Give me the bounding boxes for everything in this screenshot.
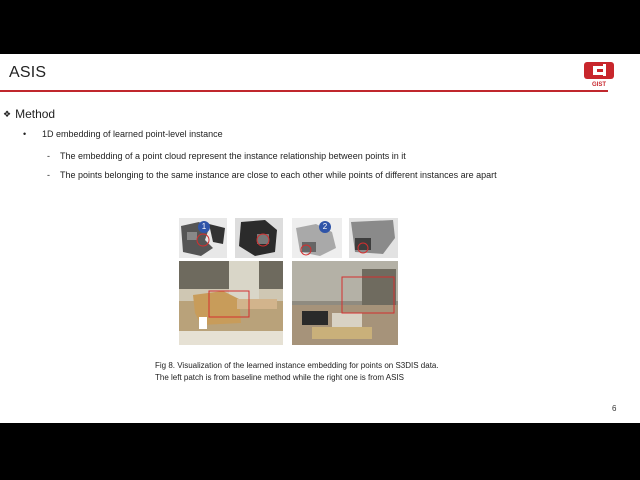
sub-bullet-text: The points belonging to the same instance are close to each other while points of different instances are apart (60, 170, 497, 180)
embedding-thumbnail (235, 218, 283, 258)
bullet-text: 1D embedding of learned point-level instance (42, 129, 223, 139)
page-number: 6 (612, 404, 617, 413)
caption-line-2: The left patch is from baseline method while the right one is from ASIS (155, 373, 405, 382)
point-cloud-scene-baseline (179, 261, 283, 345)
logo-text: GIST (591, 82, 607, 87)
point-cloud-scene-asis (292, 261, 398, 345)
badge-2: 2 (319, 221, 331, 233)
heading-text: Method (15, 107, 56, 121)
diamond-bullet-icon: ❖ (3, 109, 12, 119)
dash-icon: - (47, 170, 50, 180)
heading-method (3, 107, 55, 121)
dash-icon: - (47, 151, 50, 161)
embedding-thumbnail (349, 218, 398, 258)
gist-logo (583, 61, 615, 87)
slide (0, 54, 640, 423)
bullet-dot-icon: • (23, 129, 27, 139)
figure-caption (155, 360, 439, 384)
embedding-thumbnail (292, 218, 342, 258)
caption-line-1: Fig 8. Visualization of the learned instance embedding for points on S3DIS data. (155, 361, 439, 370)
slide-title: ASIS (9, 64, 47, 81)
sub-bullet-1 (47, 151, 406, 161)
sub-bullet-2 (47, 170, 497, 180)
sub-bullet-text: The embedding of a point cloud represent the instance relationship between points in it (60, 151, 406, 161)
badge-1: 1 (198, 221, 210, 233)
title-divider (0, 90, 608, 92)
bullet-item (23, 129, 223, 139)
